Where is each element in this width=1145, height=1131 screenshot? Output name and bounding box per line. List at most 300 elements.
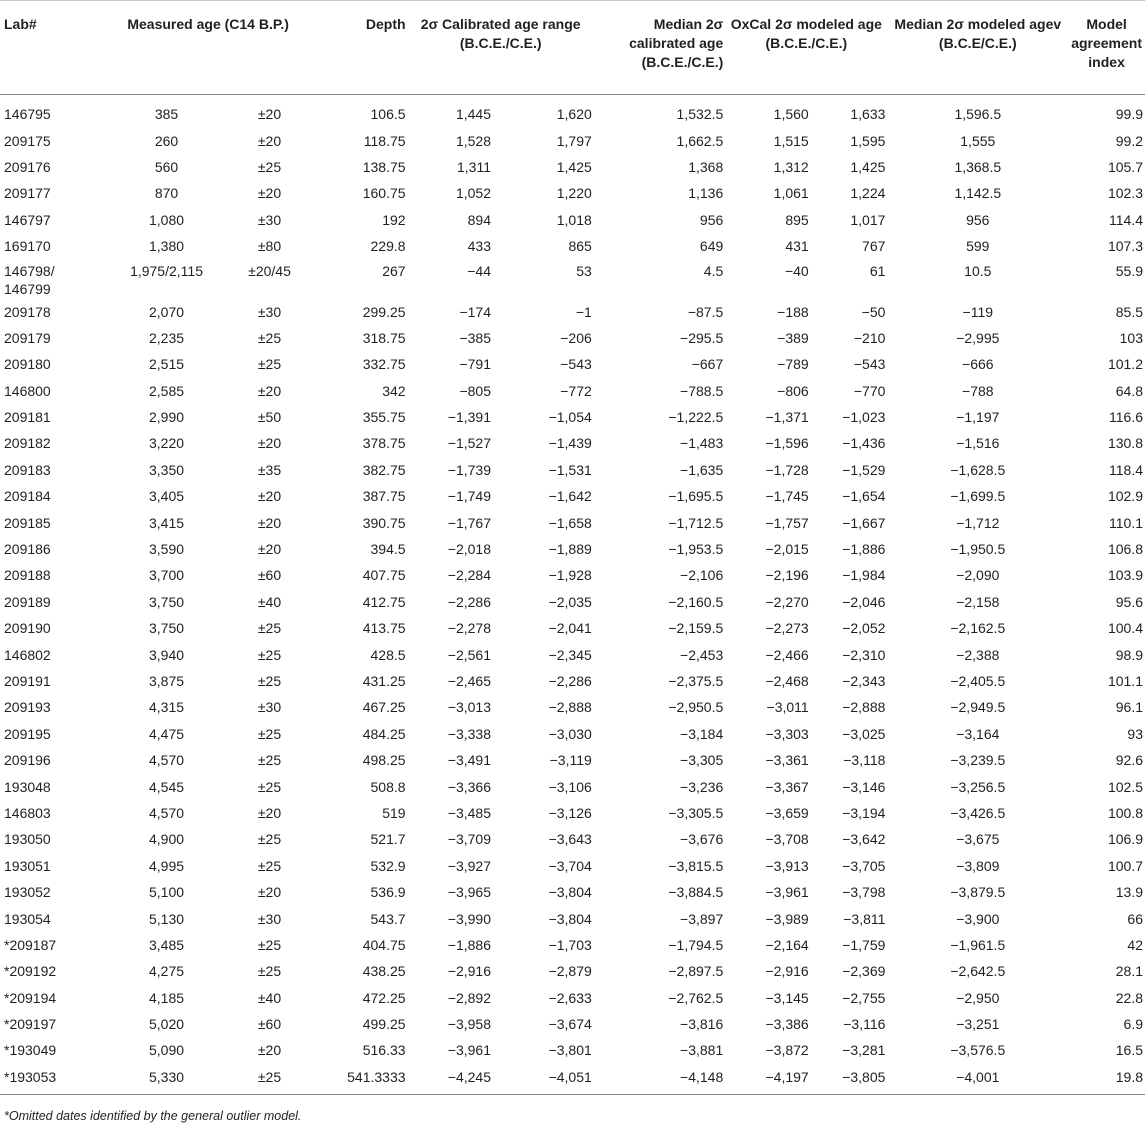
cell-cal-from: −1,391 [447, 409, 491, 426]
cell-modeled-to: −2,310 [842, 646, 886, 663]
cell-modeled-to: −770 [853, 382, 886, 399]
cell-depth: 106.5 [370, 106, 406, 123]
cell-lab: 193050 [4, 831, 51, 848]
cell-lab: 209196 [4, 752, 51, 769]
cell-modeled-to: 1,633 [850, 106, 886, 123]
cell-cal-to: −1 [575, 303, 592, 320]
cell-modeled-from: 1,560 [773, 106, 809, 123]
cell-depth: 382.75 [362, 461, 406, 478]
cell-agreement: 93 [1127, 725, 1143, 742]
cell-median-modeled: −3,164 [956, 725, 1000, 742]
cell-median-modeled: 1,142.5 [954, 185, 1002, 202]
cell-lab: 209193 [4, 699, 51, 716]
cell-modeled-to: −1,529 [842, 461, 886, 478]
cell-modeled-from: −789 [777, 356, 809, 373]
cell-median-modeled: −1,950.5 [950, 541, 1006, 558]
cell-measured-age: 2,515 [149, 356, 185, 373]
cell-agreement: 101.1 [1107, 673, 1143, 689]
cell-depth: 532.9 [370, 857, 406, 874]
cell-modeled-from: −3,961 [765, 884, 809, 901]
cell-modeled-from: −389 [777, 329, 809, 346]
cell-agreement: 28.1 [1115, 963, 1143, 980]
cell-lab: 209176 [4, 158, 51, 175]
cell-lab: 146802 [4, 646, 51, 663]
table-row [0, 259, 1145, 298]
cell-lab: 209188 [4, 567, 51, 584]
table-row [0, 747, 1145, 773]
cell-median-calibrated: 1,662.5 [676, 132, 724, 149]
cell-modeled-from: −1,596 [765, 435, 809, 452]
cell-modeled-to: 61 [869, 263, 886, 280]
cell-modeled-to: −2,755 [842, 989, 886, 1006]
cell-modeled-from: −3,367 [765, 778, 809, 795]
table-row [0, 615, 1145, 641]
cell-cal-from: −3,491 [447, 752, 491, 769]
cell-error: ±25 [257, 831, 282, 848]
header-depth: Depth [311, 1, 407, 95]
cell-median-calibrated: −1,695.5 [668, 488, 724, 505]
cell-median-calibrated: −2,950.5 [668, 699, 724, 716]
cell-cal-to: −2,888 [548, 699, 592, 716]
cell-cal-to: −3,704 [548, 857, 592, 874]
table-row [0, 641, 1145, 667]
cell-modeled-to: 1,224 [850, 185, 886, 202]
cell-median-calibrated: −1,953.5 [668, 541, 724, 558]
cell-depth: 355.75 [362, 409, 406, 426]
cell-error: ±20 [257, 541, 282, 558]
cell-measured-age: 5,020 [149, 1016, 185, 1033]
cell-measured-age: 3,875 [149, 673, 185, 689]
cell-measured-age: 5,330 [105, 1064, 228, 1095]
cell-lab: 209180 [4, 356, 51, 373]
cell-median-calibrated: −3,305.5 [668, 804, 724, 821]
cell-median-calibrated: −3,881 [680, 1042, 724, 1059]
table-row [0, 207, 1145, 233]
cell-agreement: 114.4 [1109, 211, 1143, 228]
header-oxcal-modeled: OxCal 2σ modeled age (B.C.E./C.E.) [725, 1, 887, 95]
cell-median-calibrated: −3,676 [680, 831, 724, 848]
cell-median-calibrated: −2,762.5 [668, 989, 724, 1006]
cell-median-calibrated: −2,453 [680, 646, 724, 663]
table-row [0, 773, 1145, 799]
cell-depth: 519 [382, 804, 406, 821]
table-row [0, 298, 1145, 324]
cell-error: ±20 [257, 382, 282, 399]
cell-median-calibrated: −667 [691, 356, 724, 373]
cell-modeled-from: −3,659 [765, 804, 809, 821]
cell-median-modeled: −2,995 [956, 329, 1000, 346]
cell-agreement: 110.1 [1109, 514, 1143, 531]
cell-median-modeled: −1,197 [956, 409, 1000, 426]
table-row [0, 721, 1145, 747]
cell-modeled-to: −3,194 [842, 804, 886, 821]
cell-cal-to: −3,804 [548, 884, 592, 901]
cell-error: ±25 [257, 857, 282, 874]
cell-measured-age: 1,080 [149, 211, 185, 228]
cell-modeled-from: −1,728 [765, 461, 809, 478]
cell-median-modeled: −1,961.5 [950, 936, 1006, 953]
cell-measured-age: 870 [154, 185, 179, 202]
cell-error: ±25 [257, 620, 282, 637]
cell-median-modeled: −3,675 [956, 831, 1000, 848]
table-row [0, 154, 1145, 180]
cell-agreement: 99.9 [1115, 106, 1143, 123]
table-row [0, 800, 1145, 826]
cell-depth: 267 [382, 263, 406, 280]
cell-cal-from: −3,927 [447, 857, 491, 874]
cell-measured-age: 5,100 [149, 884, 185, 901]
cell-modeled-to: −50 [861, 303, 886, 320]
cell-lab: 193048 [4, 778, 51, 795]
cell-measured-age: 260 [154, 132, 179, 149]
cell-cal-from: −3,366 [447, 778, 491, 795]
cell-median-calibrated: −3,184 [680, 725, 724, 742]
cell-modeled-to: −1,886 [842, 541, 886, 558]
cell-error: ±25 [257, 936, 282, 953]
cell-error: ±20 [257, 1042, 282, 1059]
cell-error: ±25 [257, 356, 282, 373]
cell-agreement: 102.5 [1107, 778, 1143, 795]
cell-lab: *209194 [4, 989, 57, 1006]
cell-cal-to: −2,879 [548, 963, 592, 980]
cell-modeled-to: −2,343 [842, 673, 886, 689]
cell-error: ±20 [257, 185, 282, 202]
cell-error: ±20 [257, 488, 282, 505]
table-row [0, 95, 1145, 128]
cell-modeled-from: −2,270 [765, 593, 809, 610]
cell-median-calibrated: −788.5 [680, 382, 724, 399]
cell-agreement: 100.8 [1107, 804, 1143, 821]
cell-median-modeled: −3,239.5 [950, 752, 1006, 769]
cell-measured-age: 1,975/2,115 [130, 263, 203, 280]
cell-modeled-from: 895 [785, 211, 809, 228]
cell-lab: *209192 [4, 963, 57, 980]
cell-cal-to: −1,928 [548, 567, 592, 584]
table-row [0, 457, 1145, 483]
cell-median-calibrated: −1,222.5 [668, 409, 724, 426]
cell-cal-from: −44 [467, 263, 491, 280]
cell-cal-from: −2,465 [447, 673, 491, 689]
cell-depth: 378.75 [362, 435, 406, 452]
cell-modeled-from: 431 [785, 238, 809, 255]
cell-measured-age: 3,590 [149, 541, 185, 558]
cell-depth: 521.7 [370, 831, 406, 848]
cell-cal-to: −206 [560, 329, 592, 346]
cell-median-calibrated: 4.5 [703, 263, 724, 280]
cell-lab: 169170 [4, 238, 51, 255]
cell-modeled-to: −2,369 [842, 963, 886, 980]
cell-agreement: 42 [1127, 936, 1143, 953]
cell-median-modeled: 10.5 [964, 263, 992, 280]
table-row [0, 562, 1145, 588]
cell-lab: 209186 [4, 541, 51, 558]
cell-median-calibrated: −1,483 [680, 435, 724, 452]
cell-measured-age: 4,900 [149, 831, 185, 848]
cell-modeled-from: −2,164 [765, 936, 809, 953]
cell-cal-to: −1,439 [548, 435, 592, 452]
cell-modeled-to: −210 [853, 329, 886, 346]
cell-cal-from: −3,990 [447, 910, 491, 927]
cell-agreement: 55.9 [1115, 263, 1143, 280]
cell-median-calibrated: −3,815.5 [668, 857, 724, 874]
cell-depth: 438.25 [362, 963, 406, 980]
cell-agreement: 98.9 [1115, 646, 1143, 663]
cell-cal-from: −174 [459, 303, 491, 320]
cell-depth: 332.75 [362, 356, 406, 373]
cell-median-modeled: −3,576.5 [950, 1042, 1006, 1059]
cell-median-calibrated: 1,136 [688, 185, 724, 202]
cell-cal-from: −1,749 [447, 488, 491, 505]
cell-agreement: 6.9 [1123, 1016, 1143, 1033]
table-row [0, 1037, 1145, 1063]
cell-error: ±40 [257, 989, 282, 1006]
table-row [0, 853, 1145, 879]
cell-median-calibrated: −295.5 [680, 329, 724, 346]
cell-measured-age: 4,185 [149, 989, 185, 1006]
cell-median-modeled: −788 [962, 382, 994, 399]
cell-measured-age: 3,405 [149, 488, 185, 505]
cell-agreement: 102.9 [1107, 488, 1143, 505]
cell-modeled-to: −3,805 [811, 1064, 888, 1095]
cell-modeled-to: −3,025 [842, 725, 886, 742]
cell-agreement: 107.3 [1107, 238, 1143, 255]
cell-cal-from: 1,052 [455, 185, 491, 202]
cell-cal-from: −3,961 [447, 1042, 491, 1059]
cell-agreement: 130.8 [1107, 435, 1143, 452]
cell-measured-age: 4,545 [149, 778, 185, 795]
cell-modeled-from: −3,989 [765, 910, 809, 927]
cell-modeled-from: −40 [784, 263, 809, 280]
cell-depth: 404.75 [362, 936, 406, 953]
cell-modeled-from: −188 [777, 303, 809, 320]
cell-lab: 209177 [4, 185, 51, 202]
cell-lab: 209191 [4, 673, 51, 689]
cell-lab: 209190 [4, 620, 51, 637]
table-row [0, 378, 1145, 404]
cell-median-calibrated: −2,160.5 [668, 593, 724, 610]
cell-modeled-from: −3,145 [765, 989, 809, 1006]
cell-agreement: 100.7 [1107, 857, 1143, 874]
cell-cal-to: −772 [560, 382, 592, 399]
cell-modeled-to: −1,436 [842, 435, 886, 452]
cell-modeled-to: 1,595 [850, 132, 886, 149]
cell-median-calibrated: −2,897.5 [668, 963, 724, 980]
cell-modeled-to: 1,017 [850, 211, 886, 228]
cell-modeled-from: −3,913 [765, 857, 809, 874]
cell-median-modeled: −3,426.5 [950, 804, 1006, 821]
cell-median-modeled: −1,712 [956, 514, 1000, 531]
cell-lab: 193054 [4, 910, 51, 927]
cell-cal-to: −2,041 [548, 620, 592, 637]
cell-median-modeled: −1,628.5 [950, 461, 1006, 478]
cell-median-modeled: −2,405.5 [950, 673, 1006, 689]
cell-cal-from: −805 [459, 382, 491, 399]
cell-modeled-from: −2,466 [765, 646, 809, 663]
cell-median-calibrated: −3,897 [680, 910, 724, 927]
cell-agreement: 102.3 [1107, 185, 1143, 202]
cell-cal-to: −3,106 [548, 778, 592, 795]
table-row [0, 985, 1145, 1011]
cell-lab: 209195 [4, 725, 51, 742]
cell-depth: 541.3333 [311, 1064, 407, 1095]
cell-median-calibrated: −3,816 [680, 1016, 724, 1033]
cell-modeled-to: −3,281 [842, 1042, 886, 1059]
cell-median-modeled: −119 [962, 303, 994, 320]
cell-modeled-from: −2,196 [765, 567, 809, 584]
table-row [0, 404, 1145, 430]
cell-depth: 413.75 [362, 620, 406, 637]
cell-cal-to: 1,220 [556, 185, 592, 202]
cell-depth: 387.75 [362, 488, 406, 505]
cell-agreement: 96.1 [1115, 699, 1143, 716]
cell-median-modeled: −1,516 [956, 435, 1000, 452]
cell-cal-from: −2,278 [447, 620, 491, 637]
cell-cal-to: −1,054 [548, 409, 592, 426]
cell-cal-to: −2,633 [548, 989, 592, 1006]
table-row [0, 905, 1145, 931]
cell-depth: 472.25 [362, 989, 406, 1006]
table-row [0, 233, 1145, 259]
cell-modeled-to: 1,425 [850, 158, 886, 175]
cell-measured-age: 2,990 [149, 409, 185, 426]
cell-modeled-from: −3,708 [765, 831, 809, 848]
cell-measured-age: 4,475 [149, 725, 185, 742]
cell-error: ±30 [257, 910, 282, 927]
cell-measured-age: 560 [154, 158, 179, 175]
cell-error: ±25 [257, 963, 282, 980]
cell-depth: 536.9 [370, 884, 406, 901]
cell-modeled-from: 1,061 [773, 185, 809, 202]
cell-agreement: 105.7 [1107, 158, 1143, 175]
cell-modeled-from: 1,312 [773, 158, 809, 175]
cell-measured-age: 4,570 [149, 752, 185, 769]
cell-lab: 209184 [4, 488, 51, 505]
cell-depth: 516.33 [362, 1042, 406, 1059]
cell-median-modeled: −3,879.5 [950, 884, 1006, 901]
cell-cal-from: 894 [467, 211, 491, 228]
cell-cal-to: −3,674 [548, 1016, 592, 1033]
cell-measured-age: 3,220 [149, 435, 185, 452]
cell-agreement: 16.5 [1115, 1042, 1143, 1059]
header-agreement-index: Model agreement index [1068, 1, 1145, 95]
cell-agreement: 106.8 [1107, 541, 1143, 558]
cell-error: ±35 [257, 461, 282, 478]
cell-median-calibrated: −2,375.5 [668, 673, 724, 689]
cell-modeled-from: −3,303 [765, 725, 809, 742]
cell-median-calibrated: 1,532.5 [676, 106, 724, 123]
cell-median-modeled: −2,162.5 [950, 620, 1006, 637]
cell-median-modeled: −2,949.5 [950, 699, 1006, 716]
cell-modeled-from: −2,015 [765, 541, 809, 558]
cell-measured-age: 3,750 [149, 620, 185, 637]
table-row [0, 589, 1145, 615]
cell-cal-from: −3,485 [447, 804, 491, 821]
cell-modeled-to: −3,146 [842, 778, 886, 795]
cell-modeled-to: −1,759 [842, 936, 886, 953]
cell-modeled-from: −3,361 [765, 752, 809, 769]
header-measured-age: Measured age (C14 B.P.) [105, 1, 311, 95]
cell-error: ±80 [257, 238, 282, 255]
cell-modeled-from: −2,916 [765, 963, 809, 980]
cell-agreement: 95.6 [1115, 593, 1143, 610]
cell-error: ±25 [257, 725, 282, 742]
cell-modeled-to: −543 [853, 356, 886, 373]
cell-median-modeled: 1,596.5 [954, 106, 1002, 123]
cell-modeled-to: −1,654 [842, 488, 886, 505]
cell-depth: 407.75 [362, 567, 406, 584]
cell-median-calibrated: −2,106 [680, 567, 724, 584]
cell-depth: 428.5 [370, 646, 406, 663]
cell-agreement: 118.4 [1109, 461, 1143, 478]
cell-median-calibrated: −1,635 [680, 461, 724, 478]
cell-modeled-from: −1,371 [765, 409, 809, 426]
cell-error: ±25 [257, 778, 282, 795]
cell-depth: 394.5 [370, 541, 406, 558]
cell-lab: *193049 [4, 1042, 57, 1059]
cell-agreement: 66 [1127, 910, 1143, 927]
header-row [0, 1, 1145, 95]
cell-lab: *209187 [4, 936, 57, 953]
cell-agreement: 103.9 [1107, 567, 1143, 584]
cell-depth: 160.75 [362, 185, 406, 202]
table-row [0, 180, 1145, 206]
cell-median-calibrated: −3,884.5 [668, 884, 724, 901]
cell-measured-age: 3,940 [149, 646, 185, 663]
cell-cal-from: −2,892 [447, 989, 491, 1006]
cell-modeled-from: −3,011 [766, 699, 809, 716]
cell-modeled-from: −2,273 [765, 620, 809, 637]
cell-measured-age: 3,415 [149, 514, 185, 531]
table-row [0, 351, 1145, 377]
cell-cal-from: −2,018 [447, 541, 491, 558]
table-row [0, 694, 1145, 720]
cell-error: ±25 [257, 329, 282, 346]
cell-measured-age: 2,235 [149, 329, 185, 346]
cell-agreement: 19.8 [1068, 1064, 1145, 1095]
cell-depth: 118.75 [363, 132, 406, 149]
cell-depth: 390.75 [362, 514, 406, 531]
table-row [0, 668, 1145, 694]
cell-median-modeled: −3,251 [956, 1016, 1000, 1033]
cell-agreement: 92.6 [1115, 752, 1143, 769]
cell-modeled-to: 767 [862, 238, 886, 255]
cell-depth: 498.25 [362, 752, 406, 769]
cell-cal-from: −2,916 [447, 963, 491, 980]
cell-median-modeled: −2,642.5 [950, 963, 1006, 980]
cell-modeled-to: −2,046 [842, 593, 886, 610]
table-row [0, 958, 1145, 984]
cell-median-calibrated: −2,159.5 [668, 620, 724, 637]
cell-cal-to: −1,658 [548, 514, 592, 531]
cell-agreement: 22.8 [1115, 989, 1143, 1006]
cell-lab: 193052 [4, 884, 51, 901]
cell-lab: 209181 [4, 409, 51, 426]
cell-error: ±25 [257, 673, 282, 689]
cell-error: ±20 [257, 106, 282, 123]
cell-measured-age: 385 [154, 106, 179, 123]
cell-modeled-from: −3,872 [765, 1042, 809, 1059]
cell-cal-from: −4,245 [408, 1064, 493, 1095]
cell-median-modeled: −3,900 [956, 910, 1000, 927]
cell-median-calibrated: 1,368 [688, 158, 724, 175]
cell-depth: 499.25 [362, 1016, 406, 1033]
cell-cal-from: −2,284 [447, 567, 491, 584]
table-row [0, 1064, 1145, 1095]
cell-cal-to: −4,051 [493, 1064, 594, 1095]
cell-cal-from: 433 [467, 238, 491, 255]
cell-error: ±20 [257, 884, 282, 901]
cell-error: ±30 [257, 699, 282, 716]
